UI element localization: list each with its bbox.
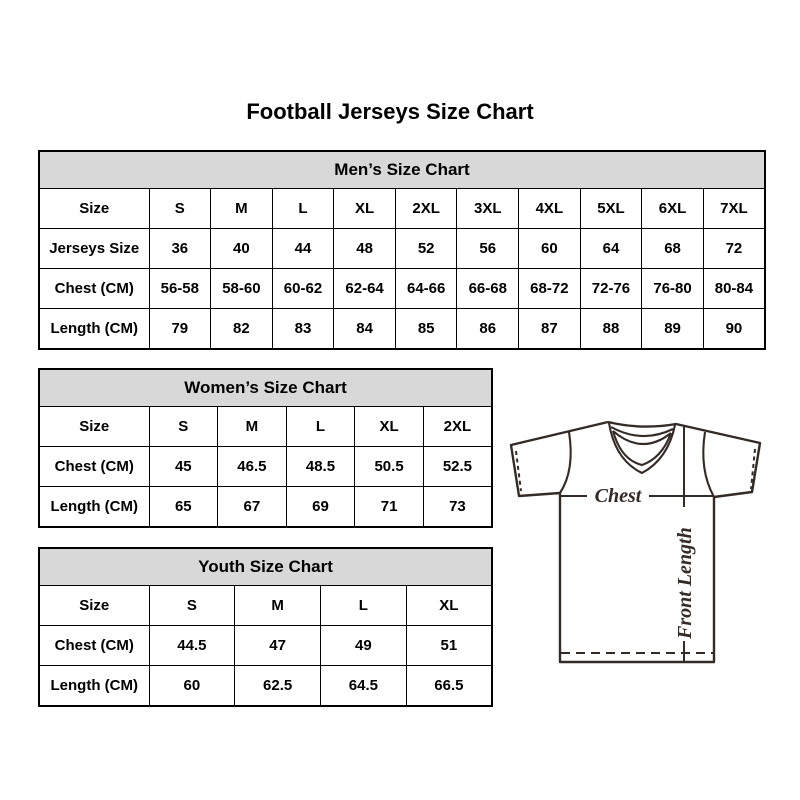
value-cell: 58-60 (211, 269, 273, 309)
size-header-cell: L (286, 407, 355, 447)
value-cell: 89 (642, 309, 704, 349)
size-header-cell: 7XL (703, 189, 765, 229)
value-cell: 82 (211, 309, 273, 349)
value-cell: 60 (149, 666, 235, 706)
value-cell: 49 (321, 626, 407, 666)
value-cell: 72 (703, 229, 765, 269)
row-label-cell: Length (CM) (39, 666, 149, 706)
table-row (39, 666, 492, 706)
table-title: Youth Size Chart (39, 548, 492, 586)
value-cell: 51 (406, 626, 492, 666)
table-title: Women’s Size Chart (39, 369, 492, 407)
size-header-cell: S (149, 189, 211, 229)
table-row (39, 447, 492, 487)
value-cell: 68 (642, 229, 704, 269)
size-header-cell: 2XL (423, 407, 492, 447)
size-header-cell: 4XL (519, 189, 581, 229)
size-header-cell: L (272, 189, 334, 229)
size-header-cell: XL (355, 407, 424, 447)
value-cell: 84 (334, 309, 396, 349)
jersey-right-seam (703, 432, 714, 497)
value-cell: 40 (211, 229, 273, 269)
value-cell: 60 (519, 229, 581, 269)
value-cell: 48.5 (286, 447, 355, 487)
value-cell: 88 (580, 309, 642, 349)
value-cell: 52 (395, 229, 457, 269)
size-header-cell: L (321, 586, 407, 626)
size-header-cell: M (235, 586, 321, 626)
jersey-measurement-diagram (503, 408, 771, 666)
row-label-cell: Chest (CM) (39, 447, 149, 487)
value-cell: 87 (519, 309, 581, 349)
row-label-cell: Length (CM) (39, 487, 149, 527)
womens-size-chart-section (38, 368, 493, 528)
value-cell: 80-84 (703, 269, 765, 309)
value-cell: 83 (272, 309, 334, 349)
row-label-cell: Length (CM) (39, 309, 149, 349)
value-cell: 79 (149, 309, 211, 349)
value-cell: 90 (703, 309, 765, 349)
value-cell: 48 (334, 229, 396, 269)
value-cell: 62-64 (334, 269, 396, 309)
table-header-row (39, 548, 492, 586)
value-cell: 66-68 (457, 269, 519, 309)
value-cell: 72-76 (580, 269, 642, 309)
table-header-row (39, 369, 492, 407)
size-header-cell: 3XL (457, 189, 519, 229)
table-header-row (39, 151, 765, 189)
value-cell: 73 (423, 487, 492, 527)
value-cell: 64.5 (321, 666, 407, 706)
value-cell: 44.5 (149, 626, 235, 666)
jersey-collar-band-outer (611, 427, 673, 436)
value-cell: 68-72 (519, 269, 581, 309)
value-cell: 65 (149, 487, 218, 527)
size-header-cell: XL (334, 189, 396, 229)
mens-size-chart-section (38, 150, 766, 350)
youth-size-table (38, 547, 493, 707)
womens-size-table (38, 368, 493, 528)
value-cell: 52.5 (423, 447, 492, 487)
size-header-cell: S (149, 407, 218, 447)
table-row (39, 407, 492, 447)
value-cell: 64-66 (395, 269, 457, 309)
row-label-cell: Size (39, 407, 149, 447)
table-row (39, 309, 765, 349)
jersey-outline (511, 422, 760, 662)
table-row (39, 229, 765, 269)
size-header-cell: XL (406, 586, 492, 626)
table-row (39, 626, 492, 666)
jersey-left-seam (560, 432, 571, 493)
row-label-cell: Jerseys Size (39, 229, 149, 269)
chest-label: Chest (594, 485, 642, 507)
table-row (39, 269, 765, 309)
value-cell: 56-58 (149, 269, 211, 309)
value-cell: 85 (395, 309, 457, 349)
value-cell: 71 (355, 487, 424, 527)
table-title: Men’s Size Chart (39, 151, 765, 189)
front-length-label: Front Length (674, 527, 696, 639)
size-header-cell: S (149, 586, 235, 626)
value-cell: 86 (457, 309, 519, 349)
row-label-cell: Chest (CM) (39, 626, 149, 666)
size-header-cell: 2XL (395, 189, 457, 229)
value-cell: 62.5 (235, 666, 321, 706)
row-label-cell: Chest (CM) (39, 269, 149, 309)
size-header-cell: 5XL (580, 189, 642, 229)
value-cell: 69 (286, 487, 355, 527)
youth-size-chart-section (38, 547, 493, 707)
value-cell: 45 (149, 447, 218, 487)
mens-size-table (38, 150, 766, 350)
value-cell: 64 (580, 229, 642, 269)
page-title: Football Jerseys Size Chart (246, 99, 534, 124)
table-row (39, 586, 492, 626)
value-cell: 50.5 (355, 447, 424, 487)
value-cell: 60-62 (272, 269, 334, 309)
value-cell: 76-80 (642, 269, 704, 309)
value-cell: 47 (235, 626, 321, 666)
value-cell: 44 (272, 229, 334, 269)
value-cell: 67 (218, 487, 287, 527)
value-cell: 46.5 (218, 447, 287, 487)
size-header-cell: M (218, 407, 287, 447)
size-header-cell: 6XL (642, 189, 704, 229)
row-label-cell: Size (39, 189, 149, 229)
table-row (39, 487, 492, 527)
size-header-cell: M (211, 189, 273, 229)
value-cell: 66.5 (406, 666, 492, 706)
value-cell: 56 (457, 229, 519, 269)
table-row (39, 189, 765, 229)
value-cell: 36 (149, 229, 211, 269)
row-label-cell: Size (39, 586, 149, 626)
